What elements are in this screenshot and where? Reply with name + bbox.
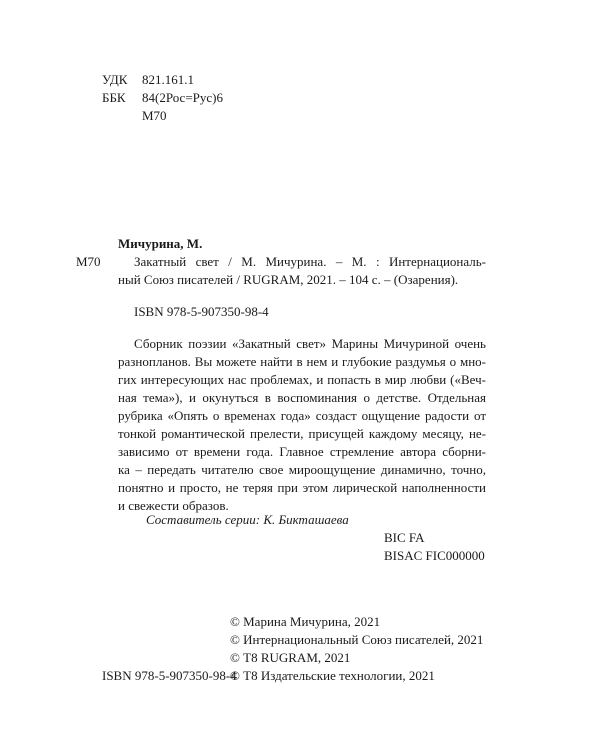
copyright-line: © Т8 Издательские технологии, 2021 (230, 668, 435, 683)
series-compiler: Составитель серии: К. Бикташаева (146, 512, 349, 527)
author-heading: Мичурина, М. (118, 236, 203, 251)
annotation-line: и свежести образов. (118, 498, 229, 513)
udk-row (102, 70, 194, 90)
annotation-line: ка – передать читателю свое мироощущение динамично, точно, (118, 462, 486, 477)
bibliographic-author-mark: М70 (76, 254, 101, 269)
description-line-1: Закатный свет / М. Мичурина. – М. : Интернациональ- (134, 254, 486, 269)
bbk-label: ББК (102, 90, 126, 105)
annotation-line: разнопланов. Вы можете найти в нем и глубокие раздумья о мно- (118, 354, 486, 369)
copyright-line: © Марина Мичурина, 2021 (230, 614, 381, 629)
classification-author-mark: М70 (142, 108, 167, 123)
annotation-line: гих интересующих нас проблемах, и попасть в мир любви («Веч- (118, 372, 486, 387)
bbk-row (102, 88, 223, 108)
annotation-line: понятно и просто, не теряя при этом лирической наполненности (118, 480, 486, 495)
bic-code: BIC FA (384, 530, 425, 545)
annotation-line: зависимо от времени года. Главное стремление автора сборни- (118, 444, 486, 459)
copyright-line: © Интернациональный Союз писателей, 2021 (230, 632, 484, 647)
annotation-line: ная тема»), и окунуться в воспоминания о детстве. Отдельная (118, 390, 486, 405)
annotation-line: тонкой романтической прелести, присущей каждому месяцу, не- (118, 426, 486, 441)
udk-value: 821.161.1 (142, 72, 194, 87)
bibliographic-isbn: ISBN 978-5-907350-98-4 (134, 304, 269, 319)
bbk-value: 84(2Рос=Рус)6 (142, 90, 223, 105)
description-line-2: ный Союз писателей / RUGRAM, 2021. – 104 с. – (Озарения). (118, 272, 459, 287)
annotation-line: рубрика «Опять о временах года» создаст ощущение радости от (118, 408, 486, 423)
copyright-isbn: ISBN 978-5-907350-98-4 (102, 668, 237, 683)
annotation-line: Сборник поэзии «Закатный свет» Марины Мичуриной очень (134, 336, 486, 351)
udk-label: УДК (102, 72, 128, 87)
copyright-line: © Т8 RUGRAM, 2021 (230, 650, 351, 665)
bisac-code: BISAC FIC000000 (384, 548, 485, 563)
